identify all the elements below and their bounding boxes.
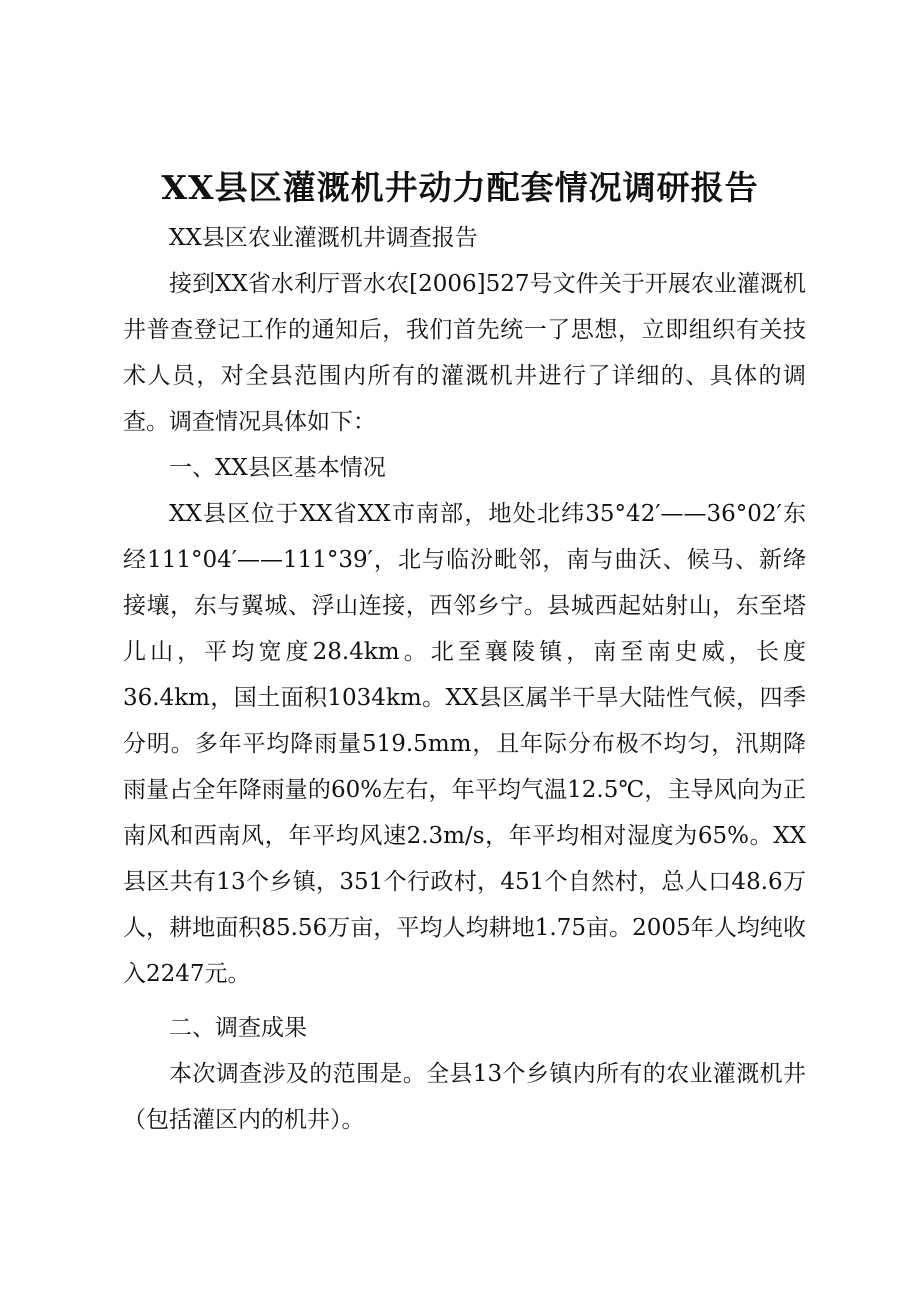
document-title: XX县区灌溉机井动力配套情况调研报告 [161,168,759,207]
section-2-heading: 二、调查成果 [169,1015,307,1041]
section-1-paragraph: XX县区位于XX省XX市南部，地处北纬35°42′——36°02′东经111°04′——111°39′，北与临汾毗邻，南与曲沃、候马、新绛接壤，东与翼城、浮山连接，西邻乡宁。县城西起姑射山，东至塔儿山，平均宽度28.4km。北至襄陵镇，南至南史威，长度36.4km，国土面积1034km。XX县区属半干旱大陆性气候，四季分明。多年平均降雨量519.5mm，且年际分布极不均匀，汛期降雨量占全年降雨量的60%左右，年平均气温12.5℃，主导风向为正南风和西南风，年平均风速2.3m/s，年平均相对湿度为65%。XX县区共有13个乡镇，351个行政村，451个自然村，总人口48.6万人，耕地面积85.56万亩，平均人均耕地1.75亩。2005年人均纯收入2247元。 [123,501,806,987]
document-body [123,215,806,1143]
report-subtitle: XX县区农业灌溉机井调查报告 [169,225,478,251]
intro-paragraph: 接到XX省水利厅晋水农[2006]527号文件关于开展农业灌溉机井普查登记工作的通知后，我们首先统一了思想，立即组织有关技术人员，对全县范围内所有的灌溉机井进行了详细的、具体的调查。调查情况具体如下： [123,271,806,435]
section-2-paragraph: 本次调查涉及的范围是。全县13个乡镇内所有的农业灌溉机井（包括灌区内的机井）。 [123,1061,806,1133]
section-1-heading: 一、XX县区基本情况 [169,455,386,481]
